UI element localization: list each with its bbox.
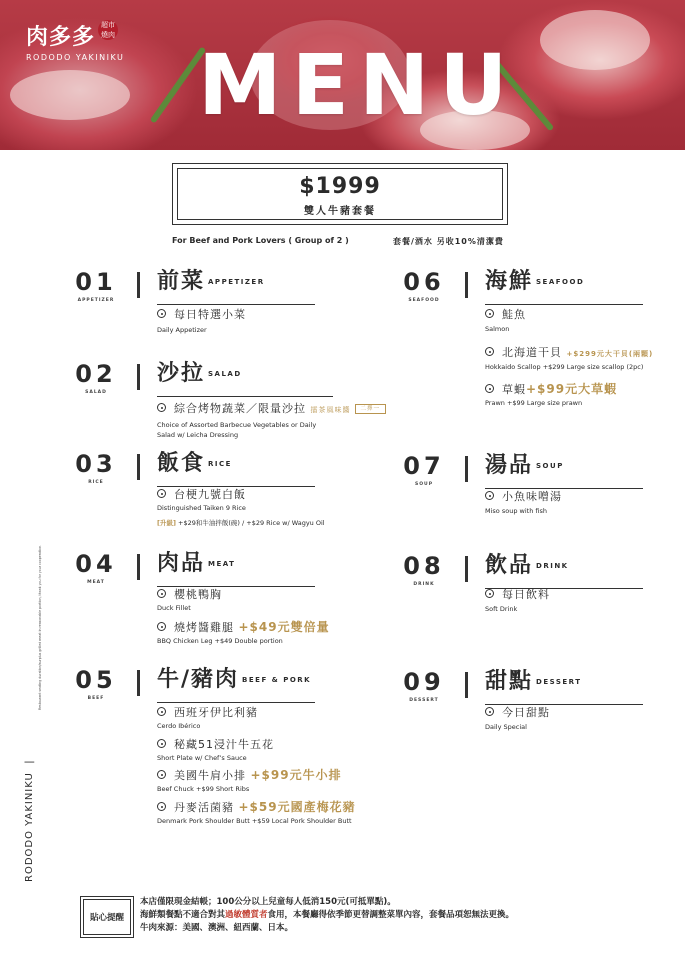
section-number: 02 bbox=[75, 360, 117, 388]
item-name: 今日甜點 bbox=[502, 706, 550, 719]
section-appetizer bbox=[65, 268, 325, 334]
set-subtitle: For Beef and Pork Lovers ( Group of 2 ) bbox=[172, 236, 349, 245]
item-name: 北海道干貝 bbox=[502, 346, 562, 359]
menu-item bbox=[157, 768, 342, 794]
upgrade-label: [升級] bbox=[157, 519, 176, 527]
item-name: 西班牙伊比利豬 bbox=[174, 706, 258, 719]
section-number: 04 bbox=[75, 550, 117, 578]
bullet-icon bbox=[485, 384, 494, 393]
divider-bar bbox=[137, 272, 140, 298]
section-title: 飯食 RICE bbox=[157, 451, 232, 476]
section-number: 09 bbox=[403, 668, 445, 696]
item-sauce: 擂茶風味醬 bbox=[310, 406, 351, 414]
section-title: 肉品 MEAT bbox=[157, 551, 236, 576]
section-title: 甜點 DESSERT bbox=[485, 669, 582, 694]
section-tag: DESSERT bbox=[536, 678, 582, 686]
set-name: 雙人牛豬套餐 bbox=[304, 206, 376, 217]
section-rule bbox=[157, 304, 315, 305]
divider-bar bbox=[137, 670, 140, 696]
section-title: 前菜 APPETIZER bbox=[157, 269, 265, 294]
bullet-icon bbox=[157, 802, 166, 811]
item-en: Salmon bbox=[485, 325, 510, 333]
service-fee-note: 套餐/酒水 另收10%清潔費 bbox=[393, 237, 504, 246]
section-en-label: SOUP bbox=[414, 482, 434, 487]
item-name: 每日特選小菜 bbox=[174, 308, 246, 321]
section-number: 05 bbox=[75, 666, 117, 694]
section-title: 沙拉 SALAD bbox=[157, 361, 242, 386]
section-beef-pork bbox=[65, 666, 395, 836]
bullet-icon bbox=[157, 589, 166, 598]
bullet-icon bbox=[485, 491, 494, 500]
side-fine-print: Restaurant seating duration/surplus grilled meat in reasonable portion, thank you for your cooperation. bbox=[38, 544, 42, 710]
divider-bar bbox=[465, 272, 468, 298]
choice-badge: 二擇一 bbox=[355, 404, 387, 414]
item-name: 燒烤醬雞腿 bbox=[174, 621, 234, 634]
menu-item bbox=[157, 588, 222, 613]
bullet-icon bbox=[157, 489, 166, 498]
section-tag: SOUP bbox=[536, 462, 564, 470]
item-en: BBQ Chicken Leg +$49 Double portion bbox=[157, 637, 283, 645]
menu-item bbox=[485, 382, 617, 408]
item-name: 美國牛肩小排 bbox=[174, 769, 246, 782]
menu-item bbox=[485, 346, 653, 372]
item-name: 台梗九號白飯 bbox=[174, 488, 246, 501]
brand-subtitle: RODODO YAKINIKU bbox=[26, 53, 125, 62]
section-title: 飲品 DRINK bbox=[485, 553, 569, 578]
section-title: 湯品 SOUP bbox=[485, 453, 564, 478]
section-tag: RICE bbox=[208, 460, 232, 468]
item-name: 櫻桃鴨胸 bbox=[174, 588, 222, 601]
item-en: Miso soup with fish bbox=[485, 507, 547, 515]
item-name: 丹麥活菌豬 bbox=[174, 801, 234, 814]
menu-item bbox=[485, 706, 550, 732]
section-en-label: BEEF bbox=[87, 696, 105, 701]
item-en: Salad w/ Leicha Dressing bbox=[157, 431, 239, 439]
section-dessert bbox=[393, 668, 678, 738]
section-en-label: DRINK bbox=[413, 582, 435, 587]
item-upgrade: +$99元大草蝦 bbox=[526, 382, 618, 396]
item-en: Choice of Assorted Barbecue Vegetables or Daily bbox=[157, 421, 317, 429]
section-rice bbox=[65, 450, 365, 530]
section-tag: APPETIZER bbox=[208, 278, 265, 286]
item-en: Daily Appetizer bbox=[157, 326, 207, 334]
section-en-label: MEAT bbox=[87, 580, 105, 585]
section-drink bbox=[393, 552, 678, 622]
section-meat bbox=[65, 550, 365, 650]
meat-fat-highlight bbox=[10, 70, 130, 120]
divider-bar bbox=[465, 556, 468, 582]
section-tag: SALAD bbox=[208, 370, 242, 378]
item-upgrade: +$299元大干貝(兩顆) bbox=[566, 350, 654, 358]
brand-seal: 超市燒肉 bbox=[98, 20, 118, 40]
page-title: MENU bbox=[198, 36, 518, 134]
section-tag: SEAFOOD bbox=[536, 278, 585, 286]
section-number: 01 bbox=[75, 268, 117, 296]
upgrade-text: +$29和牛油拌飯(碗) / +$29 Rice w/ Wagyu Oil bbox=[175, 519, 325, 527]
item-en: Cerdo Ibérico bbox=[157, 722, 201, 730]
section-en-label: SEAFOOD bbox=[408, 298, 440, 303]
section-title: 牛/豬肉 BEEF & PORK bbox=[157, 667, 312, 692]
brand-name: 肉多多 bbox=[26, 24, 96, 50]
item-en: Daily Special bbox=[485, 723, 527, 731]
divider-bar bbox=[137, 364, 140, 390]
menu-item bbox=[485, 490, 562, 516]
item-upgrade: +$59元國產梅花豬 bbox=[238, 800, 356, 814]
item-name: 小魚味噌湯 bbox=[502, 490, 562, 503]
notice-label: 貼心提醒 bbox=[89, 913, 124, 923]
item-upgrade: +$49元雙倍量 bbox=[238, 620, 330, 634]
item-name: 草蝦 bbox=[502, 383, 526, 396]
section-salad bbox=[65, 360, 381, 440]
menu-item bbox=[157, 488, 246, 513]
item-en: Beef Chuck +$99 Short Ribs bbox=[157, 785, 250, 793]
bullet-icon bbox=[157, 403, 166, 412]
divider-bar bbox=[465, 672, 468, 698]
item-en: Denmark Pork Shoulder Butt +$59 Local Pork Shoulder Butt bbox=[157, 817, 352, 825]
section-en-label: APPETIZER bbox=[77, 298, 115, 303]
section-rule bbox=[485, 488, 643, 489]
set-price: $1999 bbox=[299, 174, 381, 199]
item-upgrade: +$99元牛小排 bbox=[250, 768, 342, 782]
section-en-label: SALAD bbox=[85, 390, 107, 395]
notice-line: 牛肉來源：美國、澳洲、紐西蘭、日本。 bbox=[140, 923, 294, 933]
bullet-icon bbox=[485, 309, 494, 318]
bullet-icon bbox=[485, 347, 494, 356]
notice-line: 本店僅限現金結帳；100公分以上兒童每人低消150元(可抵單點)。 bbox=[140, 897, 396, 907]
section-rule bbox=[485, 304, 643, 305]
set-price-box bbox=[172, 163, 508, 225]
section-title: 海鮮 SEAFOOD bbox=[485, 269, 585, 294]
section-rule bbox=[157, 396, 333, 397]
section-rule bbox=[157, 586, 315, 587]
brand-logo bbox=[26, 20, 124, 62]
menu-item bbox=[157, 308, 246, 335]
section-soup bbox=[393, 452, 678, 522]
rice-upgrade bbox=[157, 518, 325, 527]
menu-item bbox=[157, 738, 274, 763]
section-seafood bbox=[393, 268, 678, 418]
bullet-icon bbox=[157, 622, 166, 631]
section-en-label: DESSERT bbox=[409, 698, 439, 703]
bullet-icon bbox=[157, 707, 166, 716]
menu-item bbox=[485, 588, 550, 614]
bullet-icon bbox=[485, 589, 494, 598]
item-en: Hokkaido Scallop +$299 Large size scallop (2pc) bbox=[485, 363, 644, 371]
bullet-icon bbox=[157, 770, 166, 779]
item-en: Short Plate w/ Chef’s Sauce bbox=[157, 754, 247, 762]
notice-line: 海鮮類餐點不適合對其過敏體質者食用，本餐廳得依季節更替調整菜單內容，套餐品項恕無法更換。 bbox=[140, 910, 515, 920]
menu-item bbox=[485, 308, 526, 334]
meat-fat-highlight bbox=[540, 10, 650, 70]
section-rule bbox=[157, 702, 315, 703]
section-number: 08 bbox=[403, 552, 445, 580]
allergy-warning: 過敏體質者 bbox=[225, 910, 268, 920]
item-name: 秘藏51浸汁牛五花 bbox=[174, 738, 274, 751]
menu-item bbox=[157, 706, 258, 731]
notice-text bbox=[140, 896, 514, 935]
menu-item bbox=[157, 800, 356, 826]
item-name: 每日飲料 bbox=[502, 588, 550, 601]
section-en-label: RICE bbox=[88, 480, 104, 485]
item-en: Prawn +$99 Large size prawn bbox=[485, 399, 583, 407]
item-en: Duck Fillet bbox=[157, 604, 191, 612]
item-en: Soft Drink bbox=[485, 605, 518, 613]
section-number: 06 bbox=[403, 268, 445, 296]
hero-banner bbox=[0, 0, 685, 150]
section-rule bbox=[157, 486, 315, 487]
side-brand-text: RODODO YAKINIKU | bbox=[24, 759, 35, 882]
section-number: 07 bbox=[403, 452, 445, 480]
divider-bar bbox=[465, 456, 468, 482]
bullet-icon bbox=[485, 707, 494, 716]
section-number: 03 bbox=[75, 450, 117, 478]
item-name: 綜合烤物蔬菜／限量沙拉 bbox=[174, 402, 306, 415]
section-tag: BEEF & PORK bbox=[242, 676, 312, 684]
section-rule bbox=[485, 704, 643, 705]
notice-label-box bbox=[80, 896, 134, 938]
divider-bar bbox=[137, 454, 140, 480]
item-name: 鮭魚 bbox=[502, 308, 526, 321]
item-en: Distinguished Taiken 9 Rice bbox=[157, 504, 246, 512]
bullet-icon bbox=[157, 309, 166, 318]
section-tag: MEAT bbox=[208, 560, 236, 568]
menu-item bbox=[157, 620, 330, 646]
divider-bar bbox=[137, 554, 140, 580]
bullet-icon bbox=[157, 739, 166, 748]
section-tag: DRINK bbox=[536, 562, 569, 570]
menu-item bbox=[157, 402, 386, 440]
